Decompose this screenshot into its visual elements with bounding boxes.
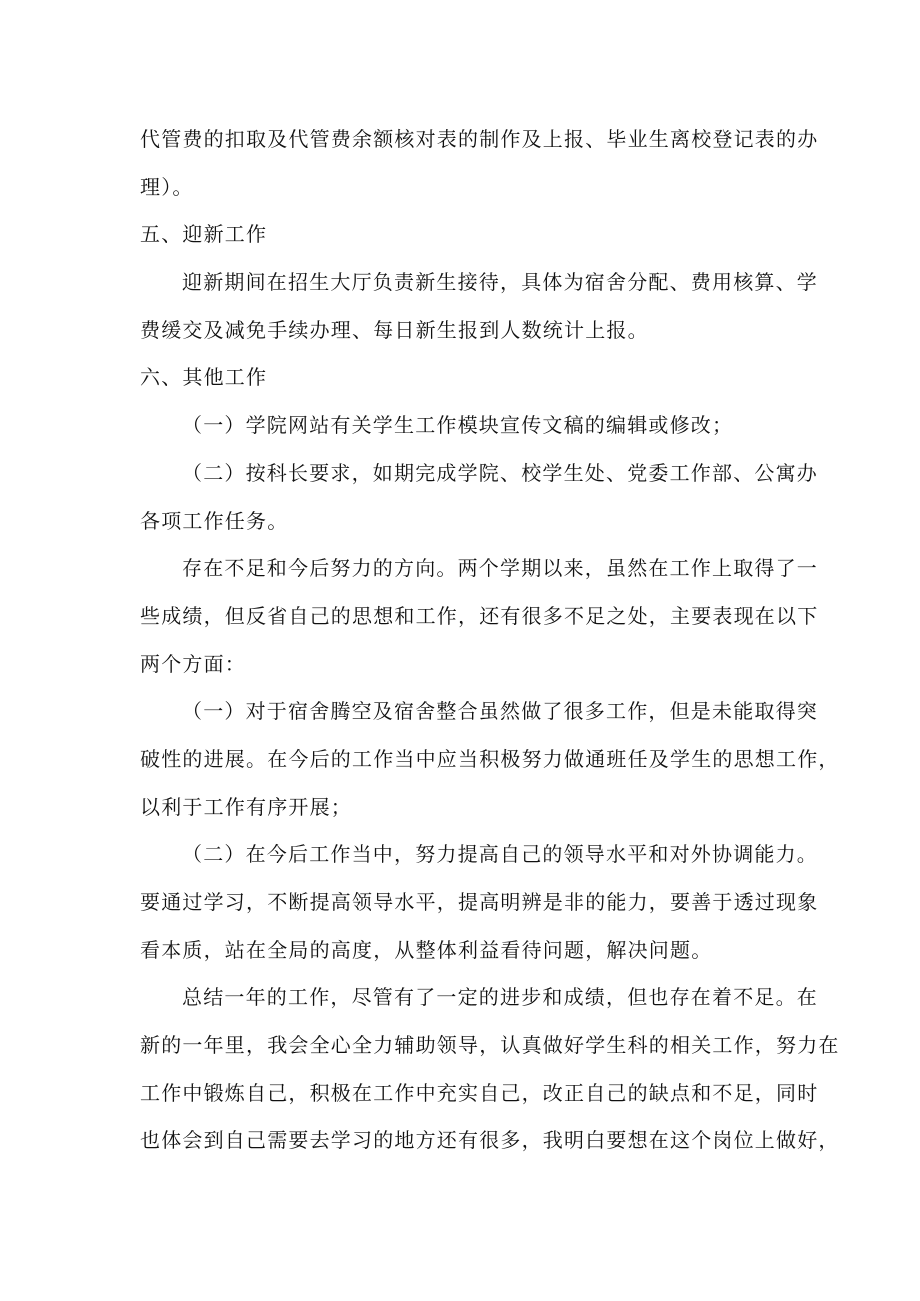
text-line: 看本质，站在全局的高度，从整体利益看待问题，解决问题。 bbox=[140, 937, 713, 962]
text-line: 迎新期间在招生大厅负责新生接待，具体为宿舍分配、费用核算、学 bbox=[182, 270, 818, 295]
text-line: 破性的进展。在今后的工作当中应当积极努力做通班任及学生的思想工作， bbox=[140, 746, 840, 771]
text-line: 存在不足和今后努力的方向。两个学期以来，虽然在工作上取得了一 bbox=[182, 556, 818, 581]
text-line: （二）按科长要求，如期完成学院、校学生处、党委工作部、公寓办 bbox=[182, 460, 818, 485]
text-line: 代管费的扣取及代管费余额核对表的制作及上报、毕业生离校登记表的办 bbox=[140, 127, 819, 151]
text-line: 新的一年里，我会全心全力辅助领导，认真做好学生科的相关工作，努力在 bbox=[140, 1033, 840, 1058]
text-line: 费缓交及减免手续办理、每日新生报到人数统计上报。 bbox=[140, 317, 649, 342]
text-line: （二）在今后工作当中，努力提高自己的领导水平和对外协调能力。 bbox=[182, 842, 818, 867]
text-line: 以利于工作有序开展； bbox=[140, 794, 352, 819]
section-heading-welcome: 五、迎新工作 bbox=[140, 222, 268, 247]
text-line: 理）。 bbox=[140, 174, 194, 199]
text-line: 些成绩，但反省自己的思想和工作，还有很多不足之处，主要表现在以下 bbox=[140, 603, 819, 628]
document-body bbox=[140, 116, 840, 1165]
text-line: （一）对于宿舍腾空及宿舍整合虽然做了很多工作，但是未能取得突 bbox=[182, 699, 818, 724]
text-line: 各项工作任务。 bbox=[140, 508, 289, 533]
section-heading-other: 六、其他工作 bbox=[140, 365, 268, 390]
text-line: 总结一年的工作，尽管有了一定的进步和成绩，但也存在着不足。在 bbox=[182, 985, 818, 1010]
text-line: 也体会到自己需要去学习的地方还有很多，我明白要想在这个岗位上做好， bbox=[140, 1128, 840, 1153]
text-line: 要通过学习，不断提高领导水平，提高明辨是非的能力，要善于透过现象 bbox=[140, 890, 819, 914]
text-line: 两个方面： bbox=[140, 651, 246, 676]
text-line: （一）学院网站有关学生工作模块宣传文稿的编辑或修改； bbox=[182, 413, 734, 438]
text-line: 工作中锻炼自己，积极在工作中充实自己，改正自己的缺点和不足，同时 bbox=[140, 1080, 819, 1105]
